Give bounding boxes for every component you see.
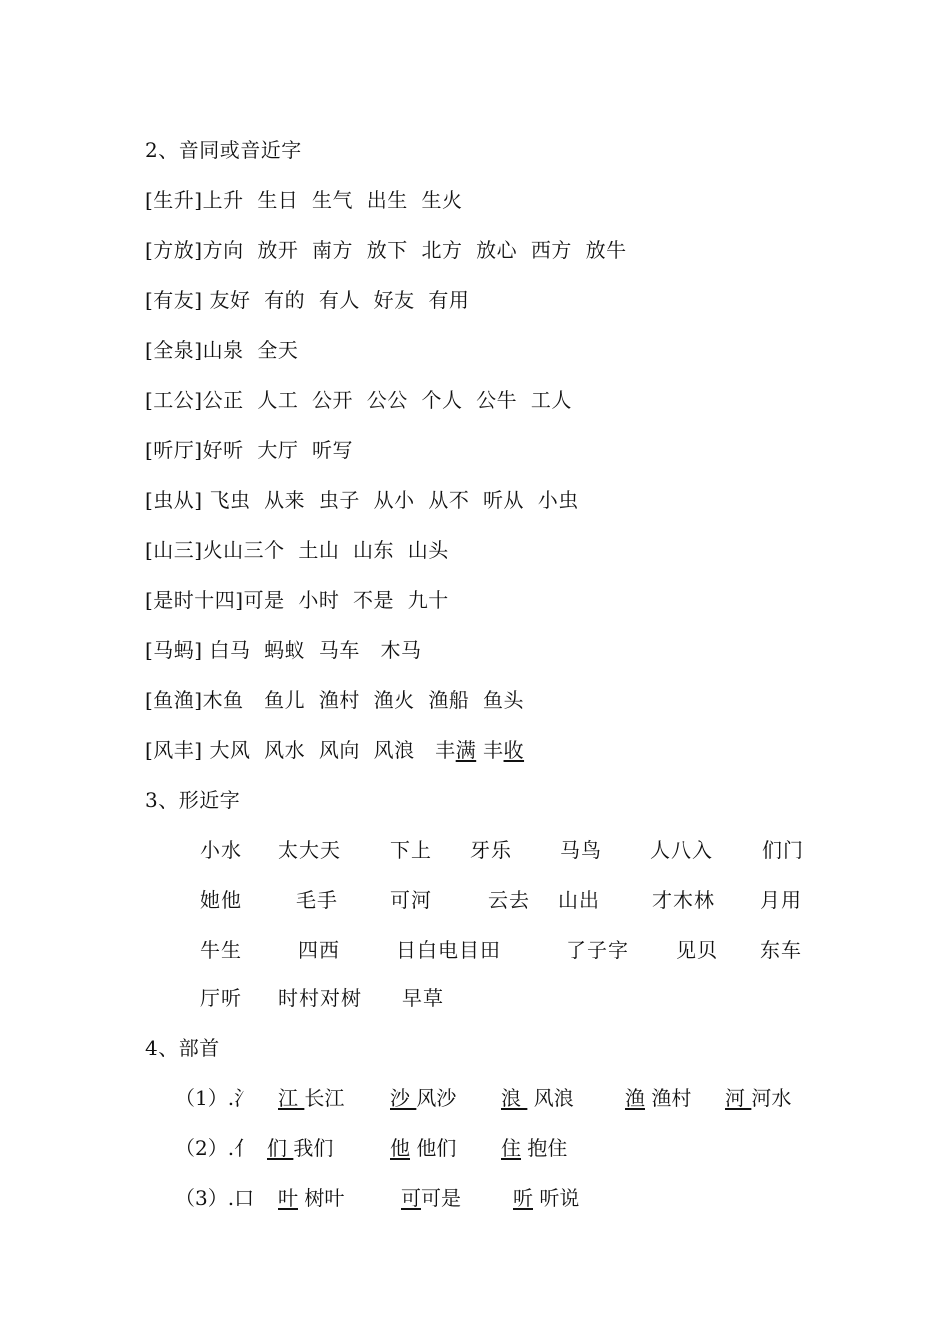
word-list: 山泉 全天 — [202, 338, 299, 362]
section-heading: 2、音同或音近字 — [145, 138, 302, 162]
similar-char-group: 了子字 — [566, 938, 629, 962]
radical-row — [175, 1084, 815, 1112]
radical-example — [501, 1134, 567, 1162]
word-list: 可是 小时 不是 九十 — [243, 588, 449, 612]
radical-example — [390, 1084, 456, 1112]
char-group-tag: [生升] — [145, 188, 203, 212]
word-list: 白马 蚂蚁 马车 木马 — [202, 638, 422, 662]
word-list: 上升 生日 生气 出生 生火 — [202, 188, 463, 212]
example-word: 听说 — [533, 1186, 580, 1210]
similar-char-row — [200, 984, 820, 1012]
radical-row — [175, 1184, 815, 1212]
example-word: 抱住 — [521, 1136, 568, 1160]
similar-char-row — [200, 886, 820, 914]
char-group-tag: [风丰] — [145, 738, 203, 762]
example-word: 河水 — [751, 1086, 792, 1110]
underlined-char: 浪 — [501, 1086, 528, 1110]
char-group-tag: [鱼渔] — [145, 688, 203, 712]
word-line — [145, 536, 449, 564]
similar-char-group: 时村对树 — [278, 986, 362, 1010]
radical-label: （1）.氵 — [175, 1086, 255, 1110]
similar-char-group: 云去 — [488, 888, 530, 912]
word-line — [145, 436, 353, 464]
radical-example — [513, 1184, 579, 1212]
underlined-char: 听 — [513, 1186, 533, 1210]
example-word: 我们 — [293, 1136, 334, 1160]
similar-char-group: 太大天 — [278, 838, 341, 862]
char-group-tag: [全泉] — [145, 338, 203, 362]
similar-char-group: 四西 — [298, 938, 340, 962]
similar-char-group: 马鸟 — [560, 838, 602, 862]
char-group-tag: [虫从] — [145, 488, 203, 512]
similar-char-group: 牛生 — [200, 938, 242, 962]
char-group-tag: [听厅] — [145, 438, 203, 462]
underlined-char: 江 — [278, 1086, 305, 1110]
underlined-char: 可 — [401, 1186, 421, 1210]
similar-char-row — [200, 836, 820, 864]
word-line — [145, 386, 572, 414]
char-group-tag: [工公] — [145, 388, 203, 412]
similar-char-group: 厅听 — [200, 986, 242, 1010]
radical-example — [501, 1084, 574, 1112]
radical-label: （2）.亻 — [175, 1136, 255, 1160]
char-group-tag: [山三] — [145, 538, 203, 562]
similar-char-group: 下上 — [390, 838, 432, 862]
similar-char-group: 见贝 — [676, 938, 718, 962]
underlined-char: 沙 — [390, 1086, 417, 1110]
underlined-char: 住 — [501, 1136, 521, 1160]
word-list: 大风 风水 风向 风浪 丰 — [202, 738, 456, 762]
underlined-char: 们 — [267, 1136, 294, 1160]
similar-char-group: 才木林 — [652, 888, 715, 912]
word-list: 公正 人工 公开 公公 个人 公牛 工人 — [202, 388, 572, 412]
similar-char-group: 东车 — [760, 938, 802, 962]
similar-char-group: 毛手 — [296, 888, 338, 912]
char-group-tag: [方放] — [145, 238, 203, 262]
underlined-char: 叶 — [278, 1186, 298, 1210]
example-word: 风浪 — [527, 1086, 574, 1110]
example-word: 可是 — [421, 1186, 461, 1210]
section-heading: 3、形近字 — [145, 788, 241, 812]
similar-char-group: 牙乐 — [470, 838, 512, 862]
underlined-char: 他 — [390, 1136, 410, 1160]
underlined-char: 满 — [455, 738, 477, 762]
word-list: 火山三个 土山 山东 山头 — [202, 538, 449, 562]
radical-example — [725, 1084, 791, 1112]
word-list: 好听 大厅 听写 — [202, 438, 354, 462]
char-group-tag: [马蚂] — [145, 638, 203, 662]
example-word: 风沙 — [416, 1086, 457, 1110]
similar-char-row — [200, 936, 820, 964]
word-fragment: 丰 — [476, 738, 504, 762]
example-word: 树叶 — [298, 1186, 345, 1210]
word-line — [145, 736, 524, 764]
radical-example — [401, 1184, 461, 1212]
section-heading: 4、部首 — [145, 1036, 220, 1060]
radical-example — [390, 1134, 456, 1162]
similar-char-group: 她他 — [200, 888, 242, 912]
underlined-char: 河 — [725, 1086, 752, 1110]
word-line — [145, 336, 298, 364]
word-line — [145, 486, 579, 514]
radical-label: （3）.口 — [175, 1186, 255, 1210]
similar-char-group: 日白电目田 — [396, 938, 501, 962]
similar-char-group: 小水 — [200, 838, 242, 862]
radical-example — [278, 1084, 344, 1112]
word-list: 方向 放开 南方 放下 北方 放心 西方 放牛 — [202, 238, 627, 262]
radical-example — [267, 1134, 333, 1162]
char-group-tag: [有友] — [145, 288, 203, 312]
similar-char-group: 早草 — [402, 986, 444, 1010]
word-line — [145, 636, 421, 664]
word-line — [145, 186, 462, 214]
word-line — [145, 286, 469, 314]
similar-char-group: 们门 — [762, 838, 804, 862]
radical-row — [175, 1134, 815, 1162]
similar-char-group: 人八入 — [650, 838, 713, 862]
example-word: 渔村 — [645, 1086, 692, 1110]
similar-char-group: 月用 — [760, 888, 802, 912]
word-line — [145, 236, 627, 264]
similar-char-group: 山出 — [558, 888, 600, 912]
underlined-char: 渔 — [625, 1086, 645, 1110]
word-list: 木鱼 鱼儿 渔村 渔火 渔船 鱼头 — [202, 688, 525, 712]
example-word: 他们 — [410, 1136, 457, 1160]
word-line — [145, 686, 524, 714]
radical-example — [625, 1084, 691, 1112]
similar-char-group: 可河 — [390, 888, 432, 912]
word-list: 友好 有的 有人 好友 有用 — [202, 288, 470, 312]
radical-example — [278, 1184, 344, 1212]
underlined-char: 收 — [503, 738, 525, 762]
char-group-tag: [是时十四] — [145, 588, 244, 612]
example-word: 长江 — [304, 1086, 345, 1110]
word-list: 飞虫 从来 虫子 从小 从不 听从 小虫 — [202, 488, 579, 512]
word-line — [145, 586, 449, 614]
